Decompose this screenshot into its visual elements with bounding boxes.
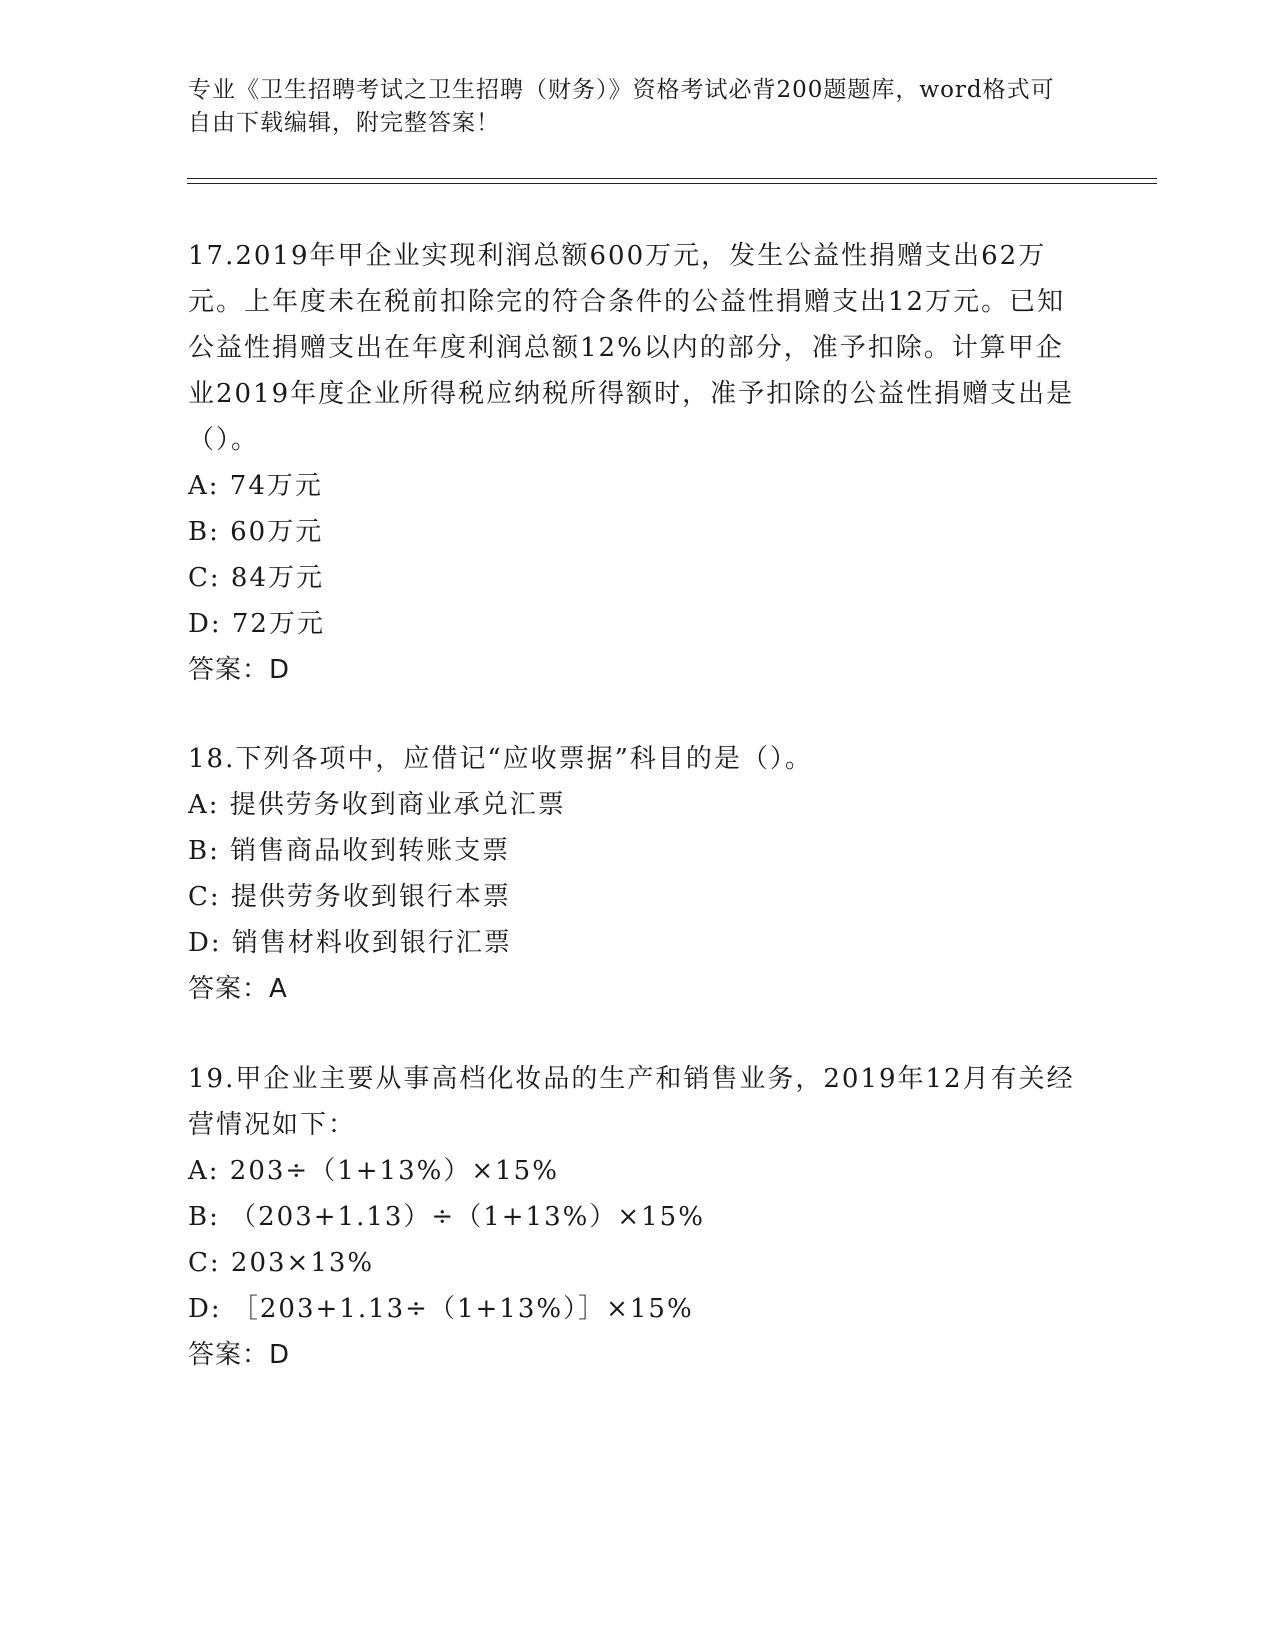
question-stem: 19.甲企业主要从事高档化妆品的生产和销售业务，2019年12月有关经营情况如下： bbox=[188, 1064, 1075, 1140]
option-a: A: 203÷（1+13%）×15% bbox=[188, 1156, 559, 1186]
option-c: C: 84万元 bbox=[188, 563, 325, 593]
answer-label: 答案：D bbox=[188, 655, 291, 685]
question-18 bbox=[188, 736, 1088, 1012]
option-b: B: （203+1.13）÷（1+13%）×15% bbox=[188, 1202, 705, 1232]
option-d: D: ［203+1.13÷（1+13%）］×15% bbox=[188, 1294, 694, 1324]
option-c: C: 提供劳务收到银行本票 bbox=[188, 882, 511, 912]
answer-label: 答案：D bbox=[188, 1340, 291, 1370]
option-d: D: 销售材料收到银行汇票 bbox=[188, 928, 512, 958]
question-17 bbox=[188, 233, 1088, 693]
option-a: A: 提供劳务收到商业承兑汇票 bbox=[188, 790, 566, 820]
option-b: B: 60万元 bbox=[188, 517, 324, 547]
header-divider-bottom bbox=[187, 183, 1157, 184]
document-header bbox=[188, 74, 1068, 140]
option-c: C: 203×13% bbox=[188, 1248, 375, 1278]
question-stem: 17.2019年甲企业实现利润总额600万元，发生公益性捐赠支出62万元。上年度未在税前扣除完的符合条件的公益性捐赠支出12万元。已知公益性捐赠支出在年度利润总额12%以内的部分，准予扣除。计算甲企业2019年度企业所得税应纳税所得额时，准予扣除的公益性捐赠支出是（）。 bbox=[188, 241, 1075, 455]
question-19 bbox=[188, 1056, 1088, 1378]
option-b: B: 销售商品收到转账支票 bbox=[188, 836, 511, 866]
header-divider-top bbox=[187, 178, 1157, 179]
option-d: D: 72万元 bbox=[188, 609, 325, 639]
question-stem: 18.下列各项中，应借记“应收票据”科目的是（）。 bbox=[188, 744, 813, 774]
answer-label: 答案：A bbox=[188, 974, 288, 1004]
header-intro-text: 专业《卫生招聘考试之卫生招聘（财务）》资格考试必背200题题库，word格式可自由下载编辑，附完整答案！ bbox=[188, 77, 1055, 136]
option-a: A: 74万元 bbox=[188, 471, 323, 501]
